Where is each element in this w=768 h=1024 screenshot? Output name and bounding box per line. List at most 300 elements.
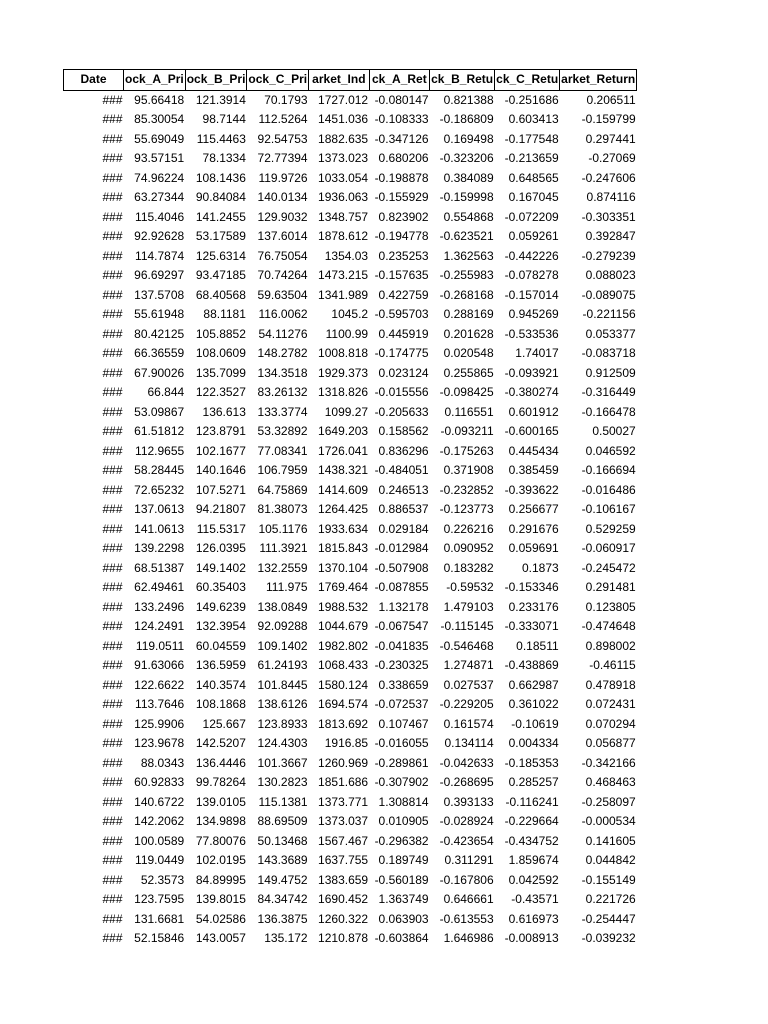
market-index-cell[interactable]: 1451.036 [318,112,369,126]
stock-b-price-cell[interactable]: 54.02586 [195,911,246,926]
stock-b-return-cell[interactable]: 0.646661 [443,892,494,906]
stock-c-return-cell[interactable]: -0.213659 [504,151,559,165]
stock-c-price-cell[interactable]: 135.172 [264,931,308,945]
stock-b-price-cell[interactable]: 123.8791 [195,424,246,438]
market-index-cell[interactable]: 1473.215 [318,268,369,282]
market-return-cell[interactable]: -0.159799 [581,112,636,126]
stock-b-price-cell[interactable]: 132.3954 [195,619,246,633]
stock-c-return-cell[interactable]: 0.059261 [508,229,559,243]
stock-a-return-cell[interactable]: -0.230325 [374,658,429,672]
stock-a-return-cell[interactable]: 0.886537 [378,502,429,516]
date-cell[interactable]: ### [102,716,123,731]
market-index-cell[interactable]: 1044.679 [318,619,369,633]
stock-b-return-cell[interactable]: 0.020548 [443,346,494,360]
stock-a-price-cell[interactable]: 93.57151 [134,151,185,165]
stock-b-return-cell[interactable]: 0.169498 [443,131,494,146]
stock-b-price-cell[interactable]: 136.4446 [195,755,246,770]
stock-b-price-cell[interactable]: 108.1436 [195,170,246,185]
stock-b-return-cell[interactable]: -0.613553 [439,911,494,926]
stock-b-return-cell[interactable]: -0.229205 [439,697,494,711]
stock-c-price-cell[interactable]: 116.0062 [258,307,308,321]
stock-c-price-cell[interactable]: 132.2559 [257,560,308,575]
stock-c-return-cell[interactable]: -0.072209 [504,209,559,224]
date-cell[interactable]: ### [102,463,123,477]
header-stock-b-return[interactable]: ck_B_Retu [430,70,495,91]
stock-c-price-cell[interactable]: 124.4303 [257,736,308,750]
market-return-cell[interactable]: 0.044842 [585,853,636,867]
stock-b-price-cell[interactable]: 107.5271 [195,482,246,497]
date-cell[interactable]: ### [102,521,123,536]
stock-a-return-cell[interactable]: -0.205633 [374,404,429,419]
stock-b-return-cell[interactable]: -0.623521 [439,229,494,243]
stock-b-return-cell[interactable]: -0.546468 [439,638,494,653]
stock-b-return-cell[interactable]: -0.323206 [439,151,494,165]
stock-c-return-cell[interactable]: -0.533536 [504,326,559,341]
stock-a-return-cell[interactable]: 0.029184 [378,521,429,536]
stock-a-price-cell[interactable]: 142.2062 [134,814,185,828]
stock-c-return-cell[interactable]: -0.008913 [504,931,559,945]
market-index-cell[interactable]: 1210.878 [318,931,369,945]
market-index-cell[interactable]: 1813.692 [318,716,369,731]
stock-b-return-cell[interactable]: -0.098425 [439,385,494,399]
stock-b-price-cell[interactable]: 98.7144 [202,112,246,126]
stock-b-return-cell[interactable]: 0.371908 [443,463,494,477]
stock-b-return-cell[interactable]: 0.288169 [443,307,494,321]
stock-a-price-cell[interactable]: 100.0589 [134,833,185,848]
stock-a-price-cell[interactable]: 60.92833 [134,775,185,789]
stock-a-return-cell[interactable]: 0.680206 [378,151,429,165]
stock-b-return-cell[interactable]: 0.201628 [443,326,494,341]
market-return-cell[interactable]: 0.291481 [585,580,636,594]
stock-a-return-cell[interactable]: -0.015556 [374,385,429,399]
stock-a-return-cell[interactable]: -0.347126 [374,131,429,146]
stock-b-price-cell[interactable]: 60.35403 [195,580,246,594]
header-stock-c-price[interactable]: ock_C_Pri [247,70,309,91]
stock-b-price-cell[interactable]: 53.17589 [195,229,246,243]
header-stock-a-return[interactable]: ck_A_Ret [369,70,430,91]
stock-b-return-cell[interactable]: 0.183282 [443,560,494,575]
stock-c-price-cell[interactable]: 84.34742 [257,892,308,906]
market-return-cell[interactable]: -0.316449 [581,385,636,399]
stock-a-return-cell[interactable]: -0.157635 [374,268,429,282]
stock-a-return-cell[interactable]: 0.107467 [378,716,429,731]
stock-b-price-cell[interactable]: 60.04559 [195,638,246,653]
date-cell[interactable]: ### [102,151,123,165]
market-return-cell[interactable]: -0.106167 [581,502,636,516]
date-cell[interactable]: ### [102,775,123,789]
stock-a-price-cell[interactable]: 95.66418 [134,92,185,107]
header-stock-b-price[interactable]: ock_B_Pri [185,70,247,91]
stock-a-price-cell[interactable]: 119.0449 [135,853,185,867]
market-index-cell[interactable]: 1851.686 [318,775,369,789]
market-return-cell[interactable]: -0.000534 [581,814,636,828]
stock-a-price-cell[interactable]: 58.28445 [134,463,185,477]
stock-b-price-cell[interactable]: 134.9898 [195,814,246,828]
date-cell[interactable]: ### [102,92,123,107]
market-index-cell[interactable]: 1260.322 [318,911,369,926]
stock-b-return-cell[interactable]: 0.821388 [443,92,494,107]
stock-c-price-cell[interactable]: 133.3774 [257,404,308,419]
stock-c-return-cell[interactable]: 0.233176 [508,599,559,614]
stock-a-return-cell[interactable]: 0.235253 [378,248,429,263]
stock-b-return-cell[interactable]: 1.362563 [443,248,494,263]
stock-c-price-cell[interactable]: 59.63504 [257,287,308,302]
stock-b-price-cell[interactable]: 78.1334 [202,151,246,165]
stock-c-return-cell[interactable]: -0.078278 [504,268,559,282]
date-cell[interactable]: ### [102,736,123,750]
stock-a-price-cell[interactable]: 92.92628 [134,229,185,243]
stock-a-price-cell[interactable]: 88.0343 [140,755,185,770]
date-cell[interactable]: ### [102,560,123,575]
stock-c-return-cell[interactable]: 0.648565 [508,170,559,185]
date-cell[interactable]: ### [102,131,123,146]
stock-a-return-cell[interactable]: -0.080147 [374,92,429,107]
stock-c-return-cell[interactable]: -0.438869 [504,658,559,672]
stock-a-price-cell[interactable]: 72.65232 [134,482,185,497]
stock-a-price-cell[interactable]: 80.42125 [134,326,185,341]
stock-b-return-cell[interactable]: -0.115145 [440,619,494,633]
date-cell[interactable]: ### [102,892,123,906]
market-index-cell[interactable]: 1567.467 [318,833,369,848]
stock-a-return-cell[interactable]: 0.422759 [378,287,429,302]
stock-b-return-cell[interactable]: 0.226216 [443,521,494,536]
stock-a-return-cell[interactable]: -0.072537 [374,697,429,711]
market-index-cell[interactable]: 1690.452 [318,892,369,906]
stock-a-return-cell[interactable]: -0.603864 [374,931,429,945]
stock-c-return-cell[interactable]: 0.042592 [508,872,559,887]
stock-a-price-cell[interactable]: 114.7874 [135,248,185,263]
stock-b-price-cell[interactable]: 93.47185 [195,268,246,282]
stock-a-return-cell[interactable]: 0.836296 [378,443,429,458]
stock-a-price-cell[interactable]: 113.7646 [135,697,185,711]
header-stock-a-price[interactable]: ock_A_Pri [124,70,186,91]
stock-a-return-cell[interactable]: 0.246513 [378,482,429,497]
stock-c-price-cell[interactable]: 50.13468 [257,833,308,848]
date-cell[interactable]: ### [102,619,123,633]
stock-b-price-cell[interactable]: 88.1181 [203,307,246,321]
stock-b-return-cell[interactable]: 0.116551 [444,404,494,419]
market-index-cell[interactable]: 1916.85 [324,736,369,750]
stock-c-price-cell[interactable]: 112.5264 [258,112,308,126]
stock-a-return-cell[interactable]: -0.198878 [374,170,429,185]
market-index-cell[interactable]: 1354.03 [324,248,369,263]
stock-b-price-cell[interactable]: 102.1677 [195,443,246,458]
market-index-cell[interactable]: 1341.989 [318,287,369,302]
market-index-cell[interactable]: 1264.425 [318,502,369,516]
date-cell[interactable]: ### [102,755,123,770]
stock-c-return-cell[interactable]: 0.616973 [508,911,559,926]
market-return-cell[interactable]: -0.155149 [581,872,636,887]
date-cell[interactable]: ### [102,170,123,185]
stock-b-return-cell[interactable]: 1.479103 [443,599,494,614]
stock-c-price-cell[interactable]: 148.2782 [257,346,308,360]
date-cell[interactable]: ### [102,502,123,516]
market-return-cell[interactable]: -0.089075 [581,287,636,302]
stock-b-return-cell[interactable]: 0.027537 [443,677,494,692]
stock-a-price-cell[interactable]: 53.09867 [134,404,185,419]
stock-c-return-cell[interactable]: 0.059691 [508,541,559,555]
date-cell[interactable]: ### [102,580,123,594]
stock-a-price-cell[interactable]: 62.49461 [134,580,185,594]
market-index-cell[interactable]: 1727.012 [318,92,369,107]
stock-b-price-cell[interactable]: 139.8015 [195,892,246,906]
stock-c-price-cell[interactable]: 61.24193 [257,658,308,672]
market-return-cell[interactable]: 0.478918 [585,677,636,692]
stock-b-return-cell[interactable]: 0.393133 [443,794,494,809]
stock-a-price-cell[interactable]: 52.15846 [134,931,185,945]
stock-b-return-cell[interactable]: -0.268168 [439,287,494,302]
stock-a-return-cell[interactable]: -0.174775 [374,346,429,360]
date-cell[interactable]: ### [102,872,123,887]
stock-c-price-cell[interactable]: 54.11276 [258,326,308,341]
market-index-cell[interactable]: 1988.532 [318,599,369,614]
market-index-cell[interactable]: 1373.037 [318,814,369,828]
stock-b-price-cell[interactable]: 125.6314 [195,248,246,263]
stock-c-price-cell[interactable]: 137.6014 [257,229,308,243]
market-index-cell[interactable]: 1068.433 [318,658,369,672]
stock-c-price-cell[interactable]: 140.0134 [257,190,308,204]
market-return-cell[interactable]: 0.912509 [585,365,636,380]
stock-a-return-cell[interactable]: 0.023124 [378,365,429,380]
stock-c-price-cell[interactable]: 92.54753 [257,131,308,146]
stock-b-price-cell[interactable]: 142.5207 [195,736,246,750]
stock-c-price-cell[interactable]: 81.38073 [257,502,308,516]
stock-c-price-cell[interactable]: 76.75054 [257,248,308,263]
stock-b-price-cell[interactable]: 84.89995 [195,872,246,887]
date-cell[interactable]: ### [102,209,123,224]
stock-c-return-cell[interactable]: -0.10619 [511,716,559,731]
stock-b-return-cell[interactable]: 0.255865 [443,365,494,380]
stock-b-return-cell[interactable]: -0.268695 [439,775,494,789]
stock-b-price-cell[interactable]: 141.2455 [195,209,246,224]
stock-a-price-cell[interactable]: 123.9678 [134,736,185,750]
market-index-cell[interactable]: 1370.104 [318,560,369,575]
stock-a-return-cell[interactable]: 0.823902 [378,209,429,224]
stock-c-return-cell[interactable]: 0.385459 [508,463,559,477]
date-cell[interactable]: ### [102,541,123,555]
stock-a-price-cell[interactable]: 63.27344 [134,190,185,204]
stock-b-return-cell[interactable]: -0.423654 [439,833,494,848]
stock-a-price-cell[interactable]: 112.9655 [135,443,185,458]
stock-c-price-cell[interactable]: 136.3875 [257,911,308,926]
stock-b-price-cell[interactable]: 108.0609 [195,346,246,360]
market-index-cell[interactable]: 1936.063 [318,190,369,204]
stock-c-return-cell[interactable]: -0.600165 [504,424,559,438]
market-index-cell[interactable]: 1438.321 [318,463,369,477]
market-index-cell[interactable]: 1933.634 [318,521,369,536]
market-return-cell[interactable]: 0.50027 [592,424,636,438]
market-return-cell[interactable]: -0.060917 [581,541,636,555]
stock-a-price-cell[interactable]: 119.0511 [135,638,185,653]
stock-c-price-cell[interactable]: 130.2823 [257,775,308,789]
market-return-cell[interactable]: 0.088023 [585,268,636,282]
stock-c-price-cell[interactable]: 129.9032 [257,209,308,224]
stock-c-return-cell[interactable]: -0.093921 [504,365,559,380]
stock-b-return-cell[interactable]: -0.186809 [439,112,494,126]
stock-a-price-cell[interactable]: 137.0613 [134,502,185,516]
stock-c-price-cell[interactable]: 70.1793 [264,92,308,107]
stock-b-return-cell[interactable]: -0.028924 [439,814,494,828]
stock-a-return-cell[interactable]: -0.041835 [374,638,429,653]
stock-b-price-cell[interactable]: 94.21807 [195,502,246,516]
stock-c-price-cell[interactable]: 83.26132 [257,385,308,399]
market-index-cell[interactable]: 1008.818 [318,346,369,360]
date-cell[interactable]: ### [102,385,123,399]
stock-a-price-cell[interactable]: 85.30054 [134,112,185,126]
market-index-cell[interactable]: 1318.826 [318,385,369,399]
market-index-cell[interactable]: 1260.969 [318,755,369,770]
stock-a-price-cell[interactable]: 66.844 [147,385,185,399]
market-index-cell[interactable]: 1982.802 [318,638,369,653]
stock-a-price-cell[interactable]: 74.96224 [134,170,185,185]
stock-b-price-cell[interactable]: 126.0395 [195,541,246,555]
stock-c-price-cell[interactable]: 149.4752 [257,872,308,887]
stock-c-return-cell[interactable]: -0.333071 [504,619,559,633]
stock-b-price-cell[interactable]: 140.3574 [195,677,246,692]
market-return-cell[interactable]: -0.083718 [581,346,636,360]
market-index-cell[interactable]: 1348.757 [318,209,369,224]
stock-a-return-cell[interactable]: -0.289861 [374,755,429,770]
stock-b-price-cell[interactable]: 115.4463 [196,131,246,146]
stock-b-return-cell[interactable]: -0.159998 [439,190,494,204]
market-index-cell[interactable]: 1099.27 [324,404,369,419]
date-cell[interactable]: ### [102,307,123,321]
market-index-cell[interactable]: 1815.843 [318,541,369,555]
stock-c-price-cell[interactable]: 88.69509 [257,814,308,828]
stock-a-price-cell[interactable]: 140.6722 [134,794,185,809]
stock-b-return-cell[interactable]: -0.123773 [439,502,494,516]
stock-b-return-cell[interactable]: -0.232852 [439,482,494,497]
stock-a-price-cell[interactable]: 61.51812 [134,424,185,438]
market-return-cell[interactable]: 0.053377 [585,326,636,341]
stock-a-return-cell[interactable]: -0.067547 [374,619,429,633]
stock-b-price-cell[interactable]: 122.3527 [195,385,246,399]
market-index-cell[interactable]: 1637.755 [318,853,369,867]
stock-c-price-cell[interactable]: 111.975 [266,580,308,594]
stock-b-price-cell[interactable]: 149.6239 [195,599,246,614]
stock-c-return-cell[interactable]: 0.167045 [508,190,559,204]
stock-b-price-cell[interactable]: 136.5959 [195,658,246,672]
date-cell[interactable]: ### [102,482,123,497]
stock-b-price-cell[interactable]: 102.0195 [195,853,246,867]
stock-c-return-cell[interactable]: -0.157014 [504,287,559,302]
stock-c-price-cell[interactable]: 70.74264 [257,268,308,282]
stock-b-price-cell[interactable]: 135.7099 [195,365,246,380]
market-return-cell[interactable]: -0.166478 [581,404,636,419]
stock-a-price-cell[interactable]: 55.61948 [134,307,185,321]
header-stock-c-return[interactable]: ck_C_Retu [495,70,560,91]
stock-b-return-cell[interactable]: 0.134114 [444,736,494,750]
stock-c-price-cell[interactable]: 119.9726 [258,170,308,185]
market-return-cell[interactable]: -0.342166 [581,755,636,770]
stock-a-price-cell[interactable]: 141.0613 [134,521,185,536]
stock-c-return-cell[interactable]: 0.945269 [508,307,559,321]
date-cell[interactable]: ### [102,326,123,341]
stock-a-return-cell[interactable]: -0.307902 [374,775,429,789]
stock-a-return-cell[interactable]: -0.595703 [374,307,429,321]
market-index-cell[interactable]: 1414.609 [318,482,369,497]
stock-c-return-cell[interactable]: 1.859674 [508,853,559,867]
market-return-cell[interactable]: 0.141605 [585,833,636,848]
market-return-cell[interactable]: -0.221156 [582,307,636,321]
header-market-index[interactable]: arket_Ind [309,70,370,91]
stock-c-price-cell[interactable]: 111.3921 [259,541,308,555]
stock-c-price-cell[interactable]: 123.8933 [257,716,308,731]
stock-c-return-cell[interactable]: 0.445434 [508,443,559,458]
market-index-cell[interactable]: 1769.464 [318,580,369,594]
stock-a-price-cell[interactable]: 67.90026 [134,365,185,380]
stock-a-return-cell[interactable]: -0.484051 [374,463,429,477]
stock-a-price-cell[interactable]: 66.36559 [134,346,185,360]
stock-b-return-cell[interactable]: 0.554868 [443,209,494,224]
header-date[interactable]: Date [64,70,124,91]
stock-b-price-cell[interactable]: 105.8852 [195,326,246,341]
stock-b-return-cell[interactable]: 0.311291 [444,853,494,867]
stock-b-price-cell[interactable]: 143.0057 [195,931,246,945]
stock-c-price-cell[interactable]: 101.8445 [257,677,308,692]
stock-a-price-cell[interactable]: 133.2496 [134,599,185,614]
date-cell[interactable]: ### [102,599,123,614]
stock-c-price-cell[interactable]: 53.32892 [257,424,308,438]
stock-a-price-cell[interactable]: 55.69049 [134,131,185,146]
date-cell[interactable]: ### [102,287,123,302]
stock-c-return-cell[interactable]: 0.361022 [508,697,559,711]
stock-c-return-cell[interactable]: -0.116241 [505,794,559,809]
stock-c-return-cell[interactable]: -0.229664 [504,814,559,828]
stock-b-return-cell[interactable]: -0.167806 [439,872,494,887]
market-return-cell[interactable]: 0.056877 [585,736,636,750]
stock-b-return-cell[interactable]: 1.274871 [443,658,494,672]
stock-b-return-cell[interactable]: -0.175263 [439,443,494,458]
date-cell[interactable]: ### [102,229,123,243]
stock-c-return-cell[interactable]: 0.004334 [508,736,559,750]
market-return-cell[interactable]: -0.303351 [581,209,636,224]
stock-c-price-cell[interactable]: 138.6126 [257,697,308,711]
stock-a-return-cell[interactable]: 0.063903 [378,911,429,926]
market-return-cell[interactable]: 0.529259 [585,521,636,536]
stock-c-price-cell[interactable]: 92.09288 [257,619,308,633]
stock-b-return-cell[interactable]: 0.090952 [443,541,494,555]
market-return-cell[interactable]: 0.898002 [585,638,636,653]
market-return-cell[interactable]: -0.039232 [581,931,636,945]
market-return-cell[interactable]: 0.070294 [585,716,636,731]
market-return-cell[interactable]: -0.46115 [589,658,636,672]
market-index-cell[interactable]: 1694.574 [318,697,369,711]
date-cell[interactable]: ### [102,658,123,672]
market-return-cell[interactable]: 0.046592 [585,443,636,458]
date-cell[interactable]: ### [102,365,123,380]
stock-b-price-cell[interactable]: 99.78264 [195,775,246,789]
stock-c-price-cell[interactable]: 134.3518 [257,365,308,380]
stock-b-return-cell[interactable]: -0.093211 [440,424,494,438]
market-return-cell[interactable]: -0.474648 [581,619,636,633]
stock-b-return-cell[interactable]: -0.59532 [446,580,494,594]
stock-a-price-cell[interactable]: 122.6622 [134,677,185,692]
market-return-cell[interactable]: -0.254447 [581,911,636,926]
stock-a-return-cell[interactable]: 0.445919 [378,326,429,341]
stock-c-return-cell[interactable]: -0.393622 [504,482,559,497]
date-cell[interactable]: ### [102,931,123,945]
market-return-cell[interactable]: -0.279239 [581,248,636,263]
date-cell[interactable]: ### [102,346,123,360]
stock-c-price-cell[interactable]: 143.3689 [257,853,308,867]
date-cell[interactable]: ### [102,833,123,848]
market-index-cell[interactable]: 1882.635 [318,131,369,146]
date-cell[interactable]: ### [102,814,123,828]
stock-a-price-cell[interactable]: 139.2298 [134,541,185,555]
stock-a-return-cell[interactable]: 1.132178 [378,599,429,614]
stock-c-price-cell[interactable]: 109.1402 [257,638,308,653]
